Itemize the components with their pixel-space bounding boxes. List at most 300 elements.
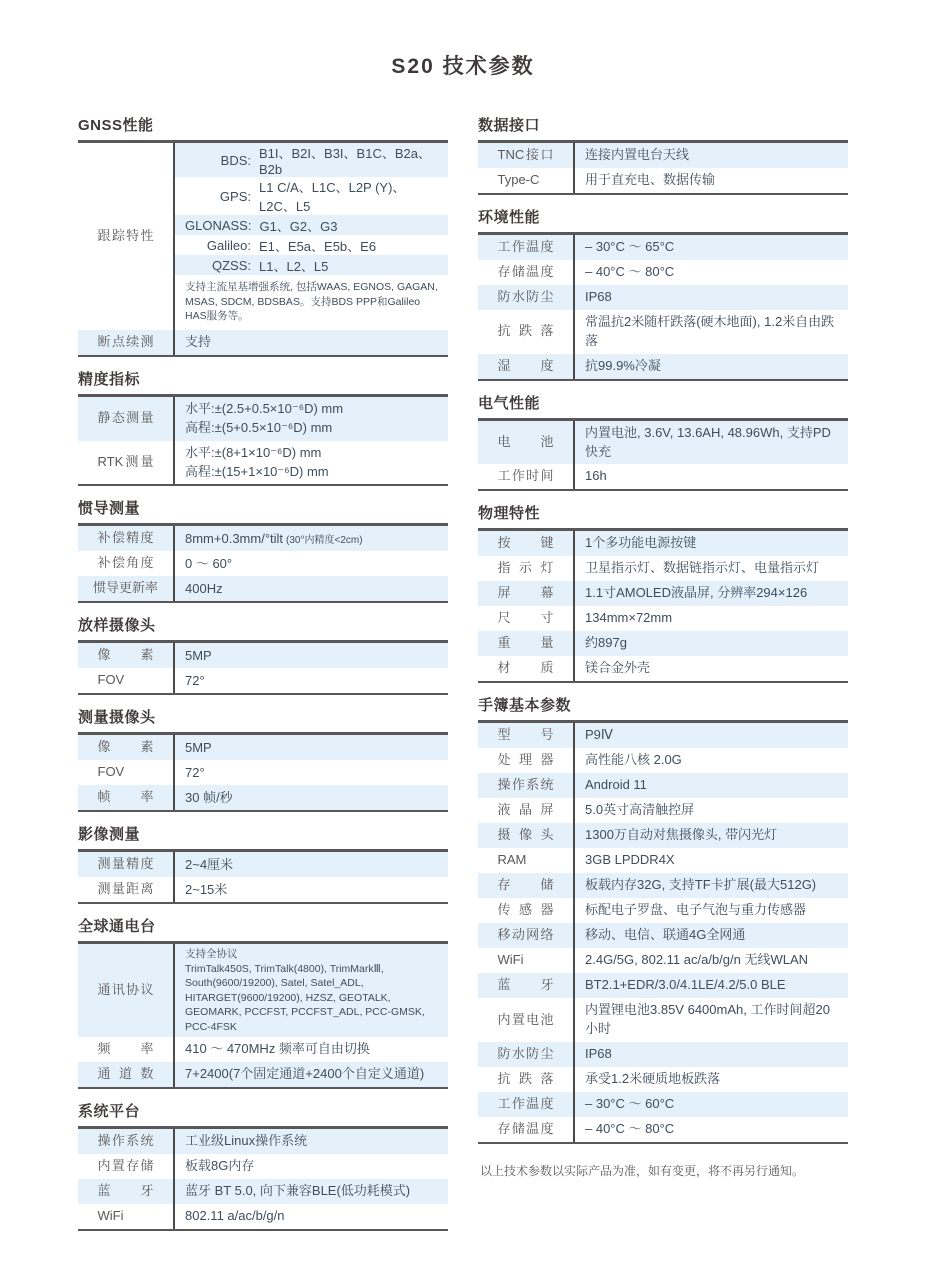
- value-text-line: [585, 1120, 838, 1139]
- value-text: 2~4厘米: [185, 856, 234, 872]
- row-label: 抗跌落: [497, 323, 554, 339]
- table-row: [478, 235, 848, 260]
- row-label: 抗跌落: [497, 1071, 554, 1087]
- row-label: FOV: [97, 764, 125, 780]
- spec-section: [78, 823, 448, 904]
- row-label-cell: [478, 873, 573, 898]
- value-text: 支持: [185, 334, 212, 350]
- table-row: [478, 310, 848, 354]
- value-text: 2.4G/5G, 802.11 ac/a/b/g/n 无线WLAN: [585, 952, 809, 968]
- table-row: [478, 464, 848, 489]
- value-text: 72°: [185, 764, 205, 780]
- table-row: [78, 551, 448, 576]
- table-row: [78, 1154, 448, 1179]
- table-row: [78, 1129, 448, 1154]
- row-value: [173, 668, 448, 693]
- row-label-cell: [78, 1204, 173, 1229]
- spec-section: [78, 614, 448, 695]
- row-value: [173, 735, 448, 760]
- row-label-cell: [78, 441, 173, 485]
- left-column: [78, 114, 448, 1242]
- value-line: 高程:±(5+0.5×10⁻⁶D) mm: [185, 419, 333, 435]
- row-value: [173, 526, 448, 551]
- table-row: [478, 631, 848, 656]
- table-row: [478, 798, 848, 823]
- row-label-cell: [78, 576, 173, 601]
- row-label: 惯导更新率: [92, 580, 158, 596]
- row-label: 帧率: [97, 789, 154, 805]
- value-text-line: [185, 789, 438, 808]
- row-value: [173, 643, 448, 668]
- row-label: 补偿精度: [97, 530, 154, 546]
- value-text: 工业级Linux操作系统: [185, 1133, 308, 1149]
- value-text: 7+2400(7个固定通道+2400个自定义通道): [185, 1066, 425, 1082]
- section-title: 手簿基本参数: [478, 697, 572, 715]
- value-text-line: [185, 1040, 438, 1059]
- table-row: [78, 1179, 448, 1204]
- table-row: [478, 823, 848, 848]
- section-title: 测量摄像头: [78, 709, 156, 727]
- row-label-cell: [478, 1042, 573, 1067]
- value-text-line: [185, 333, 438, 352]
- row-label-cell: [78, 944, 173, 1037]
- value-text-line: [585, 313, 838, 351]
- table-row: [478, 848, 848, 873]
- table-row: [478, 168, 848, 193]
- table-row: [478, 606, 848, 631]
- value-text: 镁合金外壳: [585, 660, 651, 676]
- row-label: 存储温度: [497, 264, 554, 280]
- gnss-signal-list: [173, 143, 448, 330]
- row-label: Type-C: [497, 172, 540, 188]
- row-label: 像素: [97, 739, 154, 755]
- table-row: [78, 785, 448, 810]
- row-value: [573, 923, 848, 948]
- row-label-cell: [478, 923, 573, 948]
- spec-section: [78, 368, 448, 486]
- value-text: – 30°C ～ 60°C: [585, 1096, 675, 1112]
- section-title: 电气性能: [478, 394, 541, 412]
- row-label-cell: [478, 1067, 573, 1092]
- row-label: 重量: [497, 635, 554, 651]
- row-label: RTK测量: [97, 454, 154, 470]
- section-title: 全球通电台: [78, 918, 156, 936]
- row-label-cell: [478, 773, 573, 798]
- spec-section: [478, 502, 848, 683]
- value-text: 卫星指示灯、数据链指示灯、电量指示灯: [585, 560, 820, 576]
- value-text-line: [185, 1132, 438, 1151]
- row-value: [573, 143, 848, 168]
- row-value: [573, 748, 848, 773]
- value-text-line: [585, 751, 838, 770]
- value-text-line: [585, 1045, 838, 1064]
- value-text: 5MP: [185, 739, 212, 755]
- value-text-line: [585, 776, 838, 795]
- value-text-line: [585, 951, 838, 970]
- section-title: 影像测量: [78, 826, 141, 844]
- gnss-constellation-row: [175, 255, 448, 275]
- gnss-constellation-row: [175, 215, 448, 235]
- row-value: [573, 168, 848, 193]
- row-value: [573, 773, 848, 798]
- table-row: [478, 354, 848, 379]
- row-value: [573, 873, 848, 898]
- value-text: 抗99.9%冷凝: [585, 357, 661, 373]
- value-text-line: [585, 726, 838, 745]
- gnss-constellation-row: [175, 143, 448, 177]
- spec-table: [78, 640, 448, 695]
- row-label-cell: [478, 168, 573, 193]
- table-row: [478, 1042, 848, 1067]
- row-label: 液晶屏: [497, 802, 554, 818]
- row-label-cell: [478, 531, 573, 556]
- row-value: [173, 330, 448, 355]
- spec-section: [78, 915, 448, 1089]
- row-label-cell: [78, 397, 173, 441]
- row-label-cell: [478, 848, 573, 873]
- value-text: 1.1寸AMOLED液晶屏, 分辨率294×126: [585, 585, 808, 601]
- spec-section: [478, 694, 848, 1144]
- gnss-constellation-row: [175, 235, 448, 255]
- value-text: 134mm×72mm: [585, 610, 673, 626]
- row-label: WiFi: [497, 952, 524, 968]
- spec-table: [478, 528, 848, 683]
- row-value: [173, 1062, 448, 1087]
- row-value: [573, 898, 848, 923]
- row-label-cell: [78, 877, 173, 902]
- row-label-cell: [478, 581, 573, 606]
- table-row: [78, 877, 448, 902]
- value-text: IP68: [585, 289, 612, 305]
- table-row: [478, 581, 848, 606]
- value-text-line: [185, 856, 438, 875]
- spec-table: [78, 394, 448, 486]
- value-text: 承受1.2米硬质地板跌落: [585, 1071, 721, 1087]
- value-text-line: [585, 534, 838, 553]
- row-value: [173, 760, 448, 785]
- value-text: 1300万自动对焦摄像头, 带闪光灯: [585, 827, 778, 843]
- value-text-line: [585, 467, 838, 486]
- row-label: WiFi: [97, 1208, 124, 1224]
- row-label: 材质: [497, 660, 554, 676]
- value-text: 3GB LPDDR4X: [585, 852, 675, 868]
- row-label: 存储: [497, 877, 554, 893]
- constellation-signals: E1、E5a、E5b、E6: [259, 238, 377, 254]
- row-value: [573, 235, 848, 260]
- row-value: [173, 1154, 448, 1179]
- footnote: 以上技术参数以实际产品为准，如有变更，将不再另行通知。: [480, 1164, 805, 1179]
- value-text-line: [185, 1065, 438, 1084]
- spec-section: [78, 706, 448, 812]
- row-value: [573, 973, 848, 998]
- value-text: 板载内存32G, 支持TF卡扩展(最大512G): [585, 877, 817, 893]
- right-column: [478, 114, 848, 1179]
- spec-table: [78, 941, 448, 1089]
- row-value: [573, 948, 848, 973]
- table-row: [478, 1117, 848, 1142]
- value-text-line: [585, 876, 838, 895]
- value-line-small: 支持全协议: [185, 948, 238, 961]
- row-label-cell: [478, 464, 573, 489]
- row-label-cell: [478, 421, 573, 465]
- value-text-line: [185, 1157, 438, 1176]
- page-title: S20 技术参数: [391, 55, 535, 78]
- row-label-cell: [478, 143, 573, 168]
- spec-table: [478, 720, 848, 1144]
- spec-table: [478, 232, 848, 381]
- value-text: 板载8G内存: [185, 1158, 255, 1174]
- constellation-name: BDS:: [220, 152, 251, 168]
- row-label-cell: [478, 798, 573, 823]
- row-label: 操作系统: [497, 777, 554, 793]
- table-row: [78, 1204, 448, 1229]
- row-label-cell: [478, 948, 573, 973]
- row-label-cell: [78, 760, 173, 785]
- table-row: [78, 441, 448, 485]
- table-row: [78, 643, 448, 668]
- gnss-tracking-row: [78, 143, 448, 330]
- value-text: – 30°C ～ 65°C: [585, 239, 675, 255]
- spec-table: [78, 849, 448, 904]
- table-row: [478, 260, 848, 285]
- row-label: 湿度: [497, 357, 554, 373]
- value-text-line: [585, 659, 838, 678]
- section-title: 物理特性: [478, 505, 541, 523]
- table-row: [78, 397, 448, 441]
- value-text-line: [585, 901, 838, 920]
- row-label-cell: [78, 668, 173, 693]
- gnss-constellation-row: [175, 177, 448, 215]
- spec-section: [78, 497, 448, 603]
- row-value: [173, 1179, 448, 1204]
- row-value: [173, 1129, 448, 1154]
- value-text-line: [585, 926, 838, 945]
- row-label-cell: [78, 735, 173, 760]
- spec-table: [478, 418, 848, 492]
- row-value: [173, 397, 448, 441]
- row-label-cell: [78, 1179, 173, 1204]
- value-text-line: [585, 238, 838, 257]
- constellation-name: QZSS:: [211, 257, 251, 273]
- row-value: [573, 260, 848, 285]
- row-value: [573, 798, 848, 823]
- table-row: [478, 531, 848, 556]
- value-text: 2~15米: [185, 881, 228, 897]
- row-label-cell: [478, 260, 573, 285]
- row-label: 补偿角度: [97, 555, 154, 571]
- value-text: BT2.1+EDR/3.0/4.1LE/4.2/5.0 BLE: [585, 977, 786, 993]
- value-text: 标配电子罗盘、电子气泡与重力传感器: [585, 902, 807, 918]
- value-text-line: [185, 530, 438, 549]
- table-row: [478, 898, 848, 923]
- table-row: [478, 723, 848, 748]
- value-text-line: [585, 634, 838, 653]
- row-value: [173, 441, 448, 485]
- row-label: 蓝牙: [97, 1183, 154, 1199]
- section-title: 惯导测量: [78, 500, 141, 518]
- row-value: [573, 656, 848, 681]
- value-text-line: [185, 881, 438, 900]
- table-row: [78, 735, 448, 760]
- constellation-signals: B1I、B2I、B3I、B1C、B2a、B2b: [259, 146, 431, 177]
- spec-table: [78, 732, 448, 812]
- row-value: [173, 576, 448, 601]
- value-line: 水平:±(8+1×10⁻⁶D) mm: [185, 444, 322, 460]
- value-note: (30°内精度<2cm): [286, 534, 363, 546]
- value-line: 水平:±(2.5+0.5×10⁻⁶D) mm: [185, 401, 344, 417]
- value-text-line: [585, 288, 838, 307]
- row-value: [573, 310, 848, 354]
- row-value: [573, 848, 848, 873]
- value-line-small: TrimTalk450S, TrimTalk(4800), TrimMarkⅢ, South(9600/19200), Satel, Satel_ADL, HITARGET(9600/19200), HZSZ, GEOTALK, GEOMARK, PCCFST, PCCFST_ADL, PCC-GMSK, PCC-4FSK: [185, 962, 425, 1033]
- row-label: 操作系统: [97, 1133, 154, 1149]
- row-label: TNC接口: [497, 147, 554, 163]
- row-value: [173, 877, 448, 902]
- row-label-cell: [478, 1117, 573, 1142]
- value-text: Android 11: [585, 777, 647, 793]
- row-label: 传感器: [497, 902, 554, 918]
- table-row: [478, 998, 848, 1042]
- row-value: [573, 1067, 848, 1092]
- row-label-cell: [478, 310, 573, 354]
- value-text: 30 帧/秒: [185, 789, 233, 805]
- row-label: 跟踪特性: [97, 228, 154, 244]
- row-label-cell: [78, 551, 173, 576]
- value-text-line: [585, 1095, 838, 1114]
- value-text: 400Hz: [185, 580, 223, 596]
- value-text-line: [585, 146, 838, 165]
- row-value: [573, 1092, 848, 1117]
- row-value: [173, 1204, 448, 1229]
- table-row: [478, 948, 848, 973]
- row-label-cell: [478, 973, 573, 998]
- row-label-cell: [78, 143, 173, 330]
- value-line: 高程:±(15+1×10⁻⁶D) mm: [185, 463, 329, 479]
- section-title: 精度指标: [78, 371, 141, 389]
- row-value: [573, 823, 848, 848]
- row-label-cell: [478, 606, 573, 631]
- row-label-cell: [78, 785, 173, 810]
- row-label-cell: [478, 631, 573, 656]
- value-text-line: [585, 801, 838, 820]
- row-label: 工作时间: [497, 468, 554, 484]
- section-title: 系统平台: [78, 1103, 141, 1121]
- value-text: 常温抗2米随杆跌落(硬木地面), 1.2米自由跌落: [585, 314, 835, 348]
- row-label-cell: [478, 998, 573, 1042]
- value-text-line: [185, 580, 438, 599]
- value-text-line: [185, 672, 438, 691]
- table-row: [78, 526, 448, 551]
- value-text: 内置电池, 3.6V, 13.6AH, 48.96Wh, 支持PD快充: [585, 424, 831, 459]
- row-value: [573, 606, 848, 631]
- table-row: [478, 748, 848, 773]
- value-text-line: [585, 424, 838, 462]
- value-text-line: [585, 851, 838, 870]
- spec-section: [478, 206, 848, 381]
- two-column-layout: [78, 114, 848, 1242]
- augmentation-note: 支持主流星基增强系统, 包括WAAS, EGNOS, GAGAN, MSAS, SDCM, BDSBAS。支持BDS PPP和Galileo HAS服务等。: [185, 281, 438, 323]
- row-label: 蓝牙: [497, 977, 554, 993]
- value-text: – 40°C ～ 80°C: [585, 1121, 675, 1137]
- constellation-signals: L1 C/A、L1C、L2P (Y)、L2C、L5: [259, 180, 406, 214]
- row-label: 测量精度: [97, 856, 154, 872]
- row-label-cell: [78, 1154, 173, 1179]
- table-row: [478, 556, 848, 581]
- row-label-cell: [478, 748, 573, 773]
- table-row: [478, 1092, 848, 1117]
- value-text: 用于直充电、数据传输: [585, 172, 716, 188]
- row-label: 防水防尘: [497, 289, 554, 305]
- table-row: [478, 143, 848, 168]
- spec-section: [78, 114, 448, 357]
- row-label-cell: [478, 556, 573, 581]
- value-text: 0 ～ 60°: [185, 555, 233, 571]
- value-text-line: [585, 171, 838, 190]
- row-value: [573, 998, 848, 1042]
- value-text: IP68: [585, 1046, 612, 1062]
- value-text-line: [185, 647, 438, 666]
- spec-table: [78, 1126, 448, 1231]
- row-label-cell: [478, 235, 573, 260]
- value-text-line: [185, 739, 438, 758]
- value-text-line: [185, 764, 438, 783]
- row-value: [573, 631, 848, 656]
- value-text: 5.0英寸高清触控屏: [585, 802, 695, 818]
- row-value: [173, 852, 448, 877]
- row-label: 处理器: [497, 752, 554, 768]
- table-row: [78, 760, 448, 785]
- value-text-line: [585, 976, 838, 995]
- row-label: RAM: [497, 852, 527, 868]
- table-row: [78, 576, 448, 601]
- row-label: 通道数: [97, 1066, 154, 1082]
- table-row: [78, 668, 448, 693]
- row-label: 尺寸: [497, 610, 554, 626]
- row-value: [573, 723, 848, 748]
- constellation-signals: G1、G2、G3: [259, 218, 338, 234]
- row-label: FOV: [97, 672, 125, 688]
- section-title: 环境性能: [478, 209, 541, 226]
- value-text-line: [585, 263, 838, 282]
- value-text: 高性能八核 2.0G: [585, 752, 682, 768]
- row-label-cell: [78, 1062, 173, 1087]
- row-label: 指示灯: [497, 560, 554, 576]
- row-label: 内置存储: [97, 1158, 154, 1174]
- row-label: 移动网络: [497, 927, 554, 943]
- row-label: 断点续测: [97, 334, 154, 350]
- spec-table: [478, 140, 848, 195]
- table-row: [478, 656, 848, 681]
- value-text: P9Ⅳ: [585, 727, 613, 743]
- row-label-cell: [478, 723, 573, 748]
- table-row: [478, 923, 848, 948]
- value-text: 802.11 a/ac/b/g/n: [185, 1208, 285, 1224]
- value-text: 5MP: [185, 647, 212, 663]
- row-label: 静态测量: [97, 410, 154, 426]
- constellation-name: GPS:: [219, 188, 251, 204]
- row-value: [573, 464, 848, 489]
- row-label-cell: [78, 1129, 173, 1154]
- row-label: 工作温度: [497, 239, 554, 255]
- row-label: 按键: [497, 535, 554, 551]
- spec-section: [478, 114, 848, 195]
- section-title: 数据接口: [478, 117, 541, 134]
- row-value: [573, 354, 848, 379]
- row-value: [173, 551, 448, 576]
- value-text-line: [185, 1182, 438, 1201]
- row-label: 通讯协议: [97, 982, 154, 998]
- table-row: [478, 773, 848, 798]
